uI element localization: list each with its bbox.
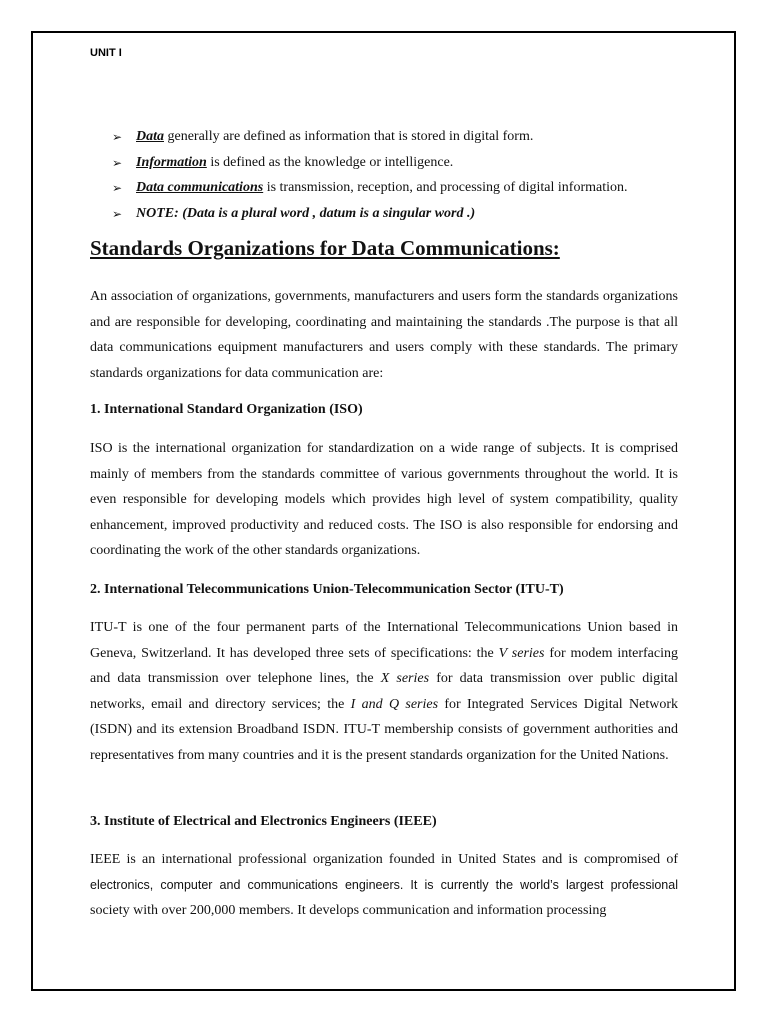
term-data-communications: Data communications	[136, 180, 264, 195]
definition-text: is defined as the knowledge or intelligence.	[206, 154, 454, 170]
list-item	[112, 127, 678, 153]
x-series-text: X series	[380, 671, 430, 686]
term-information: Information	[136, 154, 207, 170]
iso-paragraph: ISO is the international organization for standardization on a wide range of subjects. It is comprised mainly of members from the standards committee of various governments throughout the world. It is even responsible for developing models which provides high level of system compatibility, quality enhancement, improved productivity and reduced costs. The ISO is also responsible for endorsing and coordinating the work of the other standards organizations.	[90, 441, 678, 558]
definition-text: generally are defined as information that is stored in digital form.	[164, 129, 534, 144]
itu-paragraph: ITU-T is one of the four permanent parts of the International Telecommunications Union based in Geneva, Switzerland. It has developed three sets of specifications: the V series for modem interfacing and data transmission over telephone lines, the X series for data transmission over public digital networks, email and directory services; the I and Q series for Integrated Services Digital Network (ISDN) and its extension Broadband ISDN. ITU-T membership consists of government authorities and representatives from many countries and it is the present standards organization for the United Nations.	[90, 620, 679, 763]
note-text: NOTE: (Data is a plural word , datum is a singular word .)	[136, 205, 476, 221]
arrow-bullet-icon: ➢	[112, 130, 123, 144]
unit-label: UNIT I	[90, 47, 122, 59]
definition-text: is transmission, reception, and processing of digital information.	[263, 180, 628, 195]
v-series-text: V series	[498, 645, 545, 661]
itu-heading: 2. International Telecommunications Union-Telecommunication Sector (ITU-T)	[90, 582, 564, 597]
definition-list	[112, 127, 678, 229]
section-title: Standards Organizations for Data Communications:	[90, 236, 560, 260]
ieee-paragraph: IEEE is an international professional organization founded in United States and is compromised of electronics, computer and communications engineers. It is currently the world’s largest professional society with over 200,000 members. It develops communication and information processing	[90, 852, 678, 918]
term-data: Data	[136, 129, 164, 144]
iso-heading: 1. International Standard Organization (ISO)	[90, 402, 363, 417]
arrow-bullet-icon: ➢	[112, 181, 123, 195]
arrow-bullet-icon: ➢	[112, 155, 123, 170]
intro-paragraph: An association of organizations, governments, manufacturers and users form the standards organizations and are responsible for developing, coordinating and maintaining the standards .The purpose is that all data communications equipment manufacturers and users comply with these standards. The primary standards organizations for data communication are:	[90, 289, 678, 381]
list-item	[112, 153, 678, 179]
arrow-bullet-icon: ➢	[112, 206, 123, 221]
i-and-q-series-text: I and Q series	[350, 696, 439, 712]
list-item	[112, 204, 678, 230]
ieee-heading: 3. Institute of Electrical and Electronics Engineers (IEEE)	[90, 814, 437, 829]
list-item	[112, 178, 678, 204]
